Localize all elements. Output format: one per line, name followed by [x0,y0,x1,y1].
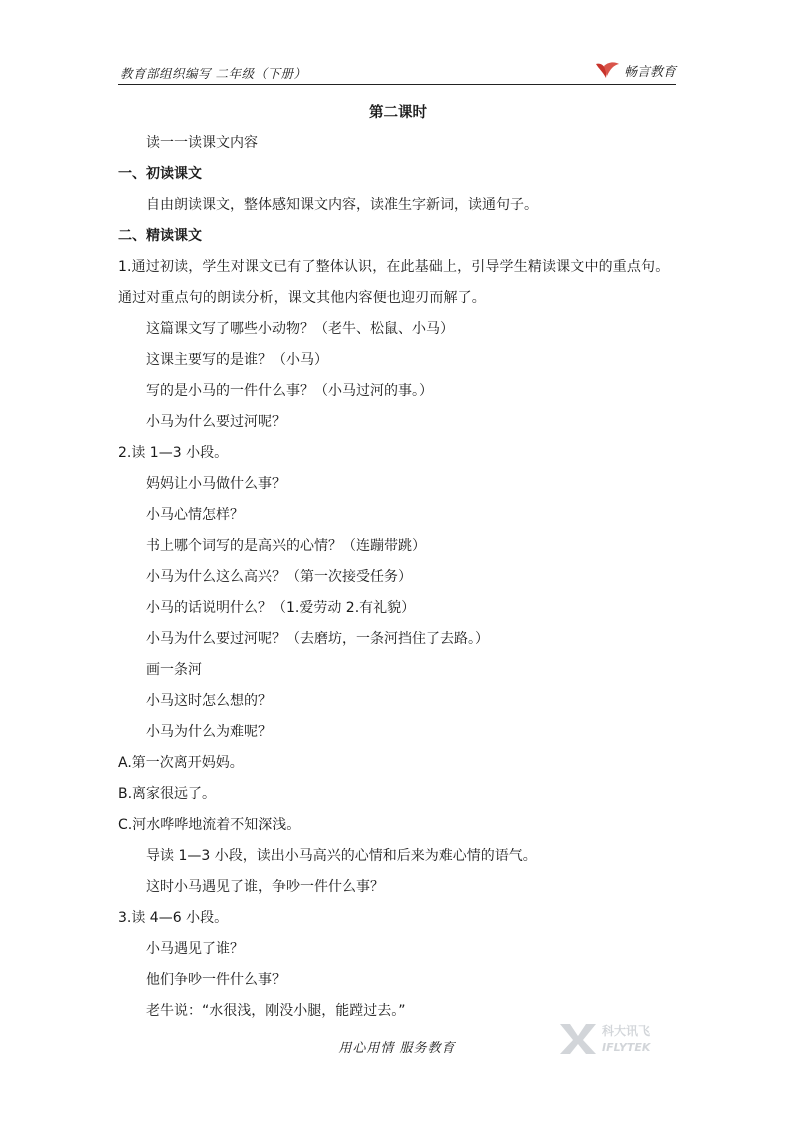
quote-line: 老牛说：“水很浅，刚没小腿，能蹚过去。” [146,1003,406,1019]
document-body [118,98,678,1027]
question-line: 书上哪个词写的是高兴的心情？（连蹦带跳） [146,538,426,554]
header-brand [594,58,676,82]
question-line: 小马这时怎么想的？ [146,693,272,709]
header-series-text: 教育部组织编写 二年级（下册） [120,66,307,81]
question-line: 这篇课文写了哪些小动物？（老牛、松鼠、小马） [146,321,454,337]
question-line: 这课主要写的是谁？（小马） [146,352,328,368]
step-heading: 3.读 4—6 小段。 [118,910,229,926]
intro-line: 读一一读课文内容 [146,135,258,151]
question-line: 他们争吵一件什么事？ [146,972,286,988]
paragraph-line: 自由朗读课文，整体感知课文内容，读准生字新词，读通句子。 [146,197,538,213]
answer-option: A.第一次离开妈妈。 [118,755,244,771]
watermark-cn-text: 科大讯飞 [602,1024,651,1038]
section-heading-first-reading: 一、初读课文 [118,166,202,182]
step-heading: 2.读 1—3 小段。 [118,445,229,461]
question-line: 写的是小马的一件什么事？（小马过河的事。） [146,383,433,399]
header-divider [118,84,676,85]
question-line: 这时小马遇见了谁，争吵一件什么事？ [146,879,384,895]
question-line: 小马为什么要过河呢？（去磨坊，一条河挡住了去路。） [146,631,489,647]
brand-logo-icon [594,60,620,80]
paragraph-step-1: 1.通过初读，学生对课文已有了整体认识，在此基础上，引导学生精读课文中的重点句。通过对重点句的朗读分析，课文其他内容便也迎刃而解了。 [118,259,670,306]
question-line: 小马为什么这么高兴？（第一次接受任务） [146,569,412,585]
question-line: 小马的话说明什么？（1.爱劳动 2.有礼貌） [146,600,416,616]
page-header [118,58,676,84]
watermark-en-text: IFLYTEK [602,1041,651,1054]
lesson-title: 第二课时 [369,105,427,121]
section-heading-close-reading: 二、精读课文 [118,228,202,244]
brand-name: 畅言教育 [623,64,676,80]
question-line: 小马为什么为难呢？ [146,724,272,740]
question-line: 小马为什么要过河呢？ [146,414,286,430]
question-line: 小马心情怎样？ [146,507,244,523]
instruction-line: 画一条河 [146,662,202,678]
question-line: 小马遇见了谁？ [146,941,244,957]
instruction-line: 导读 1—3 小段，读出小马高兴的心情和后来为难心情的语气。 [146,848,537,864]
question-line: 妈妈让小马做什么事？ [146,476,286,492]
footer-motto: 用心用情 服务教育 [338,1041,456,1056]
answer-option: B.离家很远了。 [118,786,217,802]
answer-option: C.河水哗哗地流着不知深浅。 [118,817,301,833]
